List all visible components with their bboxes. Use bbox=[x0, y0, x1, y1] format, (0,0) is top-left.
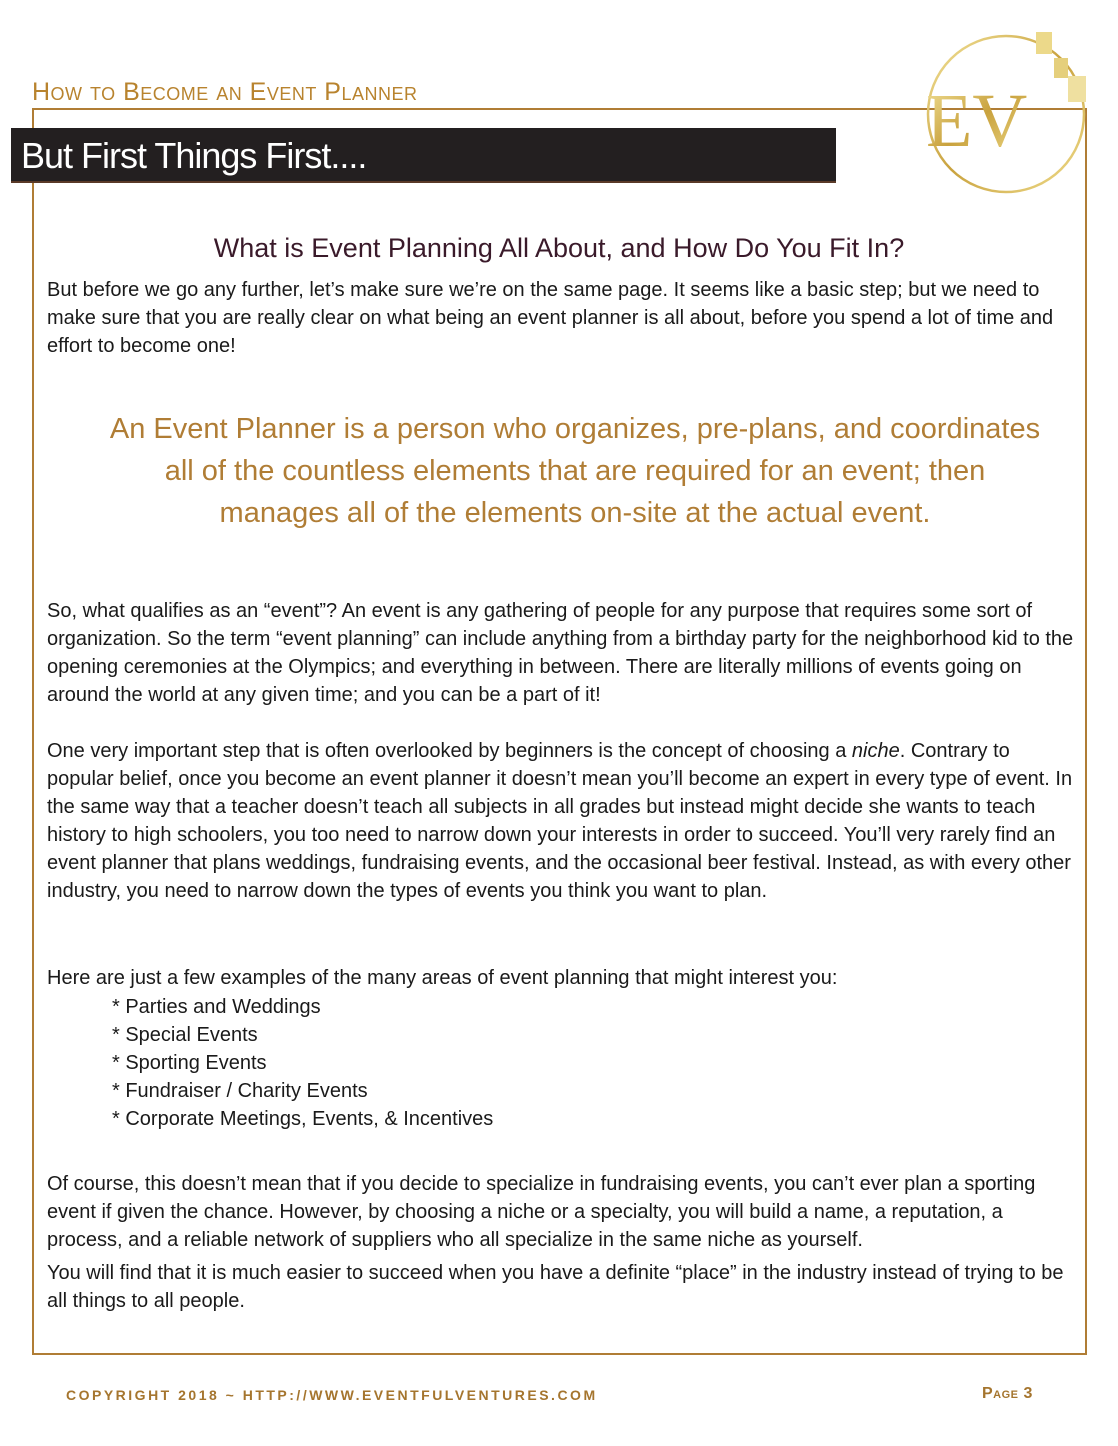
list-item: * Parties and Weddings bbox=[112, 996, 321, 1018]
intro-paragraph: But before we go any further, let’s make sure we’re on the same page. It seems like a basic step; but we need to make sure that you are really clear on what being an event planner is all about, before you spend a lot of time and effort to become one! bbox=[47, 279, 1054, 357]
list-item: * Sporting Events bbox=[112, 1052, 267, 1074]
ev-logo-icon bbox=[918, 28, 1096, 198]
list-item: * Special Events bbox=[112, 1024, 258, 1046]
banner-title: But First Things First.... bbox=[21, 135, 367, 176]
footer-page-number: Page 3 bbox=[982, 1385, 1033, 1402]
list-item: * Fundraiser / Charity Events bbox=[112, 1080, 368, 1102]
footer-copyright: COPYRIGHT 2018 ~ HTTP://WWW.EVENTFULVENTURES.COM bbox=[66, 1387, 598, 1403]
text: One very important step that is often overlooked by beginners is the concept of choosing a bbox=[47, 740, 852, 762]
quote-line: An Event Planner is a person who organizes, pre-plans, and coordinates bbox=[109, 413, 1041, 445]
niche-paragraph bbox=[47, 737, 1077, 905]
closing-paragraph: You will find that it is much easier to succeed when you have a definite “place” in the industry instead of trying to be all things to all people. bbox=[47, 1262, 1064, 1312]
list-intro: Here are just a few examples of the many areas of event planning that might interest you: bbox=[47, 967, 838, 989]
event-definition-paragraph: So, what qualifies as an “event”? An event is any gathering of people for any purpose that requires some sort of organization. So the term “event planning” can include anything from a birthday party for the neighborhood kid to the opening ceremonies at the Olympics; and everything in between. There are literally millions of events going on around the world at any given time; and you can be a part of it! bbox=[47, 600, 1074, 706]
text: . Contrary to popular belief, once you become an event planner it doesn’t mean you’ll become an expert in every type of event. In the same way that a teacher doesn’t teach all subjects in all grades but instead might decide she wants to teach history to high schoolers, you too need to narrow down your interests in order to succeed. You’ll very rarely find an event planner that plans weddings, fundraising events, and the occasional beer festival. Instead, as with every other industry, you need to narrow down the types of events you think you want to plan. bbox=[47, 740, 1073, 902]
section-heading: What is Event Planning All About, and How Do You Fit In? bbox=[213, 233, 905, 263]
svg-text:EV: EV bbox=[926, 79, 1028, 163]
document-header-title: How to Become an Event Planner bbox=[32, 78, 418, 106]
event-area-list bbox=[112, 993, 493, 1133]
definition-quote bbox=[60, 408, 1090, 534]
list-item: * Corporate Meetings, Events, & Incentives bbox=[112, 1108, 494, 1130]
quote-line: manages all of the elements on-site at the actual event. bbox=[219, 497, 931, 529]
section-banner bbox=[11, 128, 836, 183]
emphasis: niche bbox=[851, 740, 900, 762]
quote-line: all of the countless elements that are required for an event; then bbox=[164, 455, 986, 487]
specialize-paragraph: Of course, this doesn’t mean that if you decide to specialize in fundraising events, you can’t ever plan a sporting event if given the chance. However, by choosing a niche or a specialty, you will build a name, a reputation, a process, and a reliable network of suppliers who all specialize in the same niche as yourself. bbox=[47, 1173, 1036, 1251]
